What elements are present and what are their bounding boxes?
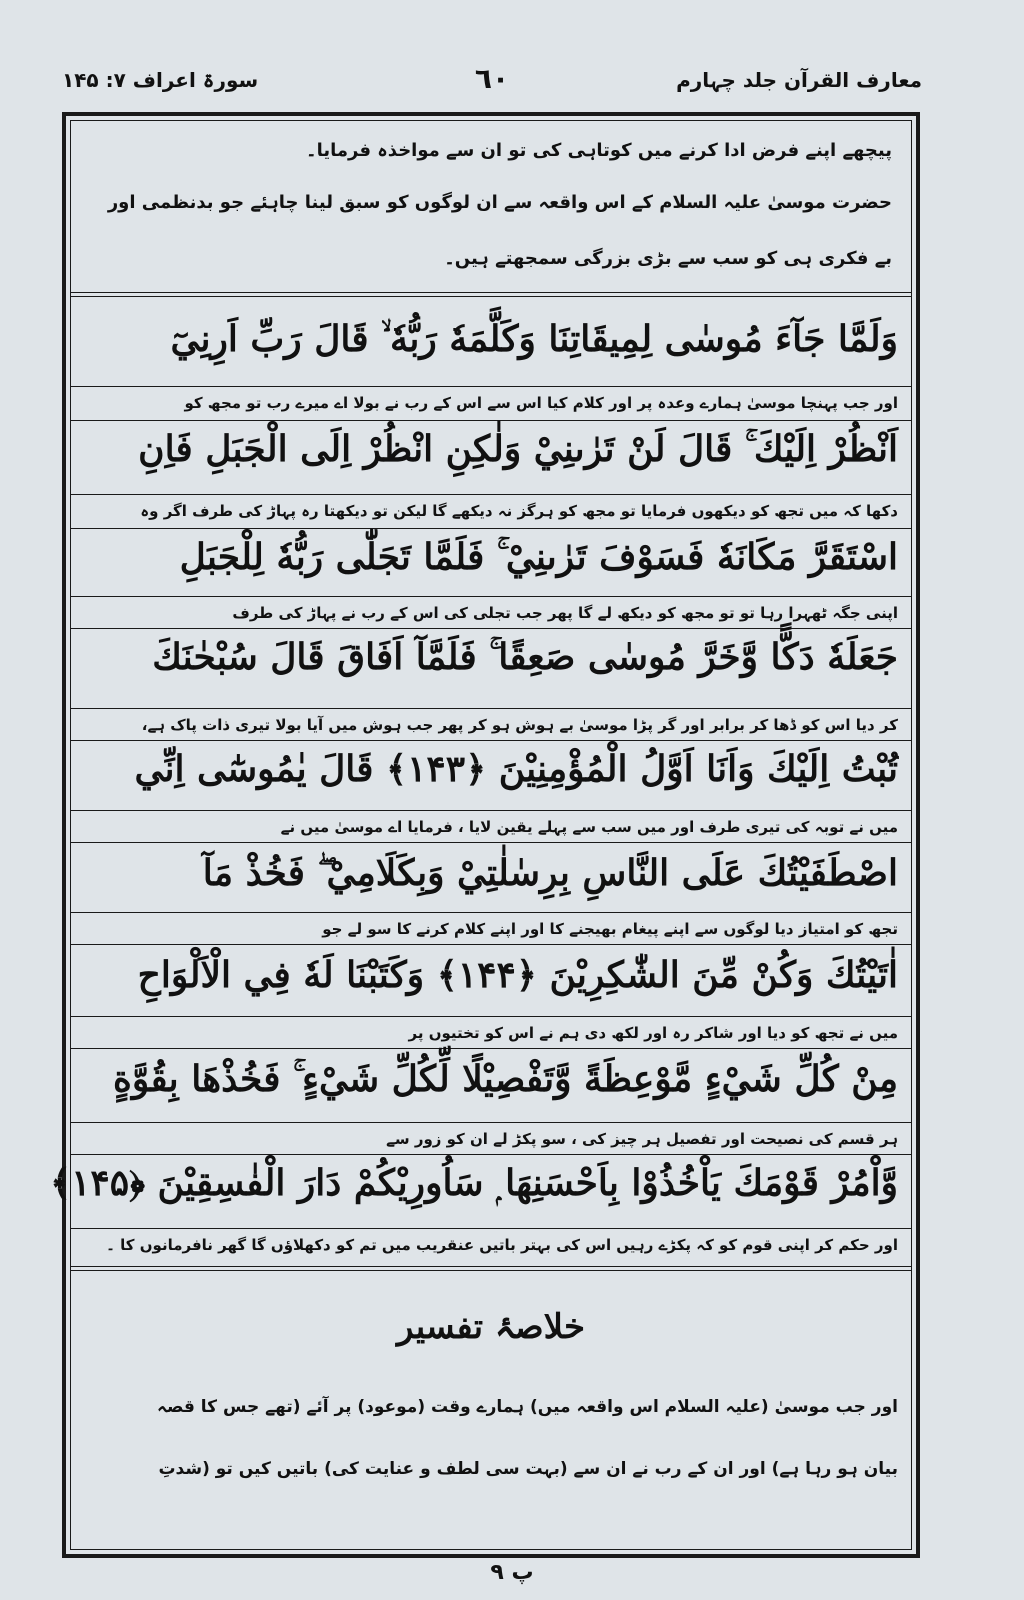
verse-arabic-7: اٰتَيْتُكَ وَكُنْ مِّنَ الشّٰكِرِيْنَ ﴿۱۴۴﴾ وَكَتَبْنَا لَهٗ فِي الْاَلْوَاحِ xyxy=(137,954,898,996)
tafseer-heading: خلاصۂ تفسیر xyxy=(397,1307,585,1347)
verse-translation-6: تجھ کو امتیاز دیا لوگوں سے اپنے پیغام بھیجنے کا اور اپنے کلام کرنے کا سو لے جو xyxy=(322,920,898,938)
verse-arabic-4: جَعَلَهٗ دَكًّا وَّخَرَّ مُوسٰى صَعِقًا ۚ فَلَمَّآ اَفَاقَ قَالَ سُبْحٰنَكَ xyxy=(152,636,898,678)
divider xyxy=(70,596,912,597)
divider xyxy=(70,1154,912,1155)
divider xyxy=(70,912,912,913)
verse-translation-2: دکھا کہ میں تجھ کو دیکھوں فرمایا تو مجھ کو ہرگز نہ دیکھے گا لیکن تو دیکھتا رہ پہاڑ کی طرف اگر وہ xyxy=(140,502,898,520)
verse-arabic-1: وَلَمَّا جَآءَ مُوسٰى لِمِيقَاتِنَا وَكَلَّمَهٗ رَبُّهٗ ۙ قَالَ رَبِّ اَرِنِيٓ xyxy=(170,318,898,360)
section-divider xyxy=(70,292,912,297)
divider xyxy=(70,628,912,629)
verse-arabic-3: اسْتَقَرَّ مَكَانَهٗ فَسَوْفَ تَرٰىنِيْ ۚ فَلَمَّا تَجَلّٰى رَبُّهٗ لِلْجَبَلِ xyxy=(179,536,898,578)
book-title: معارف القرآن جلد چہارم xyxy=(676,68,922,92)
section-divider xyxy=(70,1266,912,1271)
verse-translation-8: ہر قسم کی نصیحت اور تفصیل ہر چیز کی ، سو پکڑ لے ان کو زور سے xyxy=(386,1130,898,1148)
divider xyxy=(70,420,912,421)
summary-line-2: بیان ہو رہا ہے) اور ان کے رب نے ان سے (بہت سی لطف و عنایت کی) باتیں کیں تو (شدتِ xyxy=(158,1459,898,1479)
page-number: ٦٠ xyxy=(474,62,510,95)
divider xyxy=(70,386,912,387)
divider xyxy=(70,494,912,495)
page-header xyxy=(62,62,922,106)
verse-arabic-6: اصْطَفَيْتُكَ عَلَى النَّاسِ بِرِسٰلٰتِيْ وَبِكَلَامِيْ ۖ فَخُذْ مَآ xyxy=(202,852,898,894)
divider xyxy=(70,1048,912,1049)
divider xyxy=(70,1122,912,1123)
divider xyxy=(70,1228,912,1229)
divider xyxy=(70,1016,912,1017)
verse-translation-7: میں نے تجھ کو دیا اور شاکر رہ اور لکھ دی ہم نے اس کو تختیوں پر xyxy=(408,1024,898,1042)
divider xyxy=(70,842,912,843)
verse-arabic-5: تُبْتُ اِلَيْكَ وَاَنَا اَوَّلُ الْمُؤْمِنِيْنَ ﴿۱۴۳﴾ قَالَ يٰمُوسٰٓى اِنِّي xyxy=(134,748,898,790)
verse-translation-1: اور جب پہنچا موسیٰ ہمارے وعدہ پر اور کلام کیا اس سے اس کے رب نے بولا اے میرے رب تو مجھ کو xyxy=(184,394,898,412)
divider xyxy=(70,740,912,741)
divider xyxy=(70,810,912,811)
intro-line-2: حضرت موسیٰ علیہ السلام کے اس واقعہ سے ان لوگوں کو سبق لینا چاہئے جو بدنظمی اور xyxy=(107,192,892,213)
verse-translation-5: میں نے توبہ کی تیری طرف اور میں سب سے پہلے یقین لایا ، فرمایا اے موسیٰ میں نے xyxy=(280,818,898,836)
divider xyxy=(70,944,912,945)
verse-translation-4: کر دیا اس کو ڈھا کر برابر اور گر پڑا موسیٰ بے ہوش ہو کر پھر جب ہوش میں آیا بولا تیری ذات پاک ہے، xyxy=(141,716,898,734)
summary-line-1: اور جب موسیٰ (علیہ السلام اس واقعہ میں) ہمارے وقت (موعود) پر آئے (تھے جس کا قصہ xyxy=(157,1397,898,1417)
intro-line-3: بے فکری ہی کو سب سے بڑی بزرگی سمجھتے ہیں۔ xyxy=(444,248,892,269)
verse-arabic-9: وَّاْمُرْ قَوْمَكَ يَاْخُذُوْا بِاَحْسَنِهَا ۭ سَاُورِيْكُمْ دَارَ الْفٰسِقِيْنَ ﴿۱۴۵﴾ xyxy=(49,1162,898,1204)
divider xyxy=(70,528,912,529)
para-marker: پ ۹ xyxy=(490,1560,534,1585)
verse-arabic-2: اَنْظُرْ اِلَيْكَ ۚ قَالَ لَنْ تَرٰىنِيْ وَلٰكِنِ انْظُرْ اِلَى الْجَبَلِ فَاِنِ xyxy=(138,428,898,470)
intro-line-1: پیچھے اپنے فرض ادا کرنے میں کوتاہی کی تو ان سے مواخذہ فرمایا۔ xyxy=(306,140,892,161)
verse-translation-3: اپنی جگہ ٹھہرا رہا تو تو مجھ کو دیکھ لے گا پھر جب تجلی کی اس کے رب نے پہاڑ کی طرف xyxy=(232,604,898,622)
verse-arabic-8: مِنْ كُلِّ شَيْءٍ مَّوْعِظَةً وَّتَفْصِيْلًا لِّكُلِّ شَيْءٍ ۚ فَخُذْهَا بِقُوَّةٍ xyxy=(112,1058,898,1100)
surah-reference: سورۃ اعراف ۷: ۱۴۵ xyxy=(62,68,259,92)
verse-translation-9: اور حکم کر اپنی قوم کو کہ پکڑے رہیں اس کی بہتر باتیں عنقریب میں تم کو دکھلاؤں گا گھر نافرمانوں کا ۔ xyxy=(106,1236,898,1254)
divider xyxy=(70,708,912,709)
